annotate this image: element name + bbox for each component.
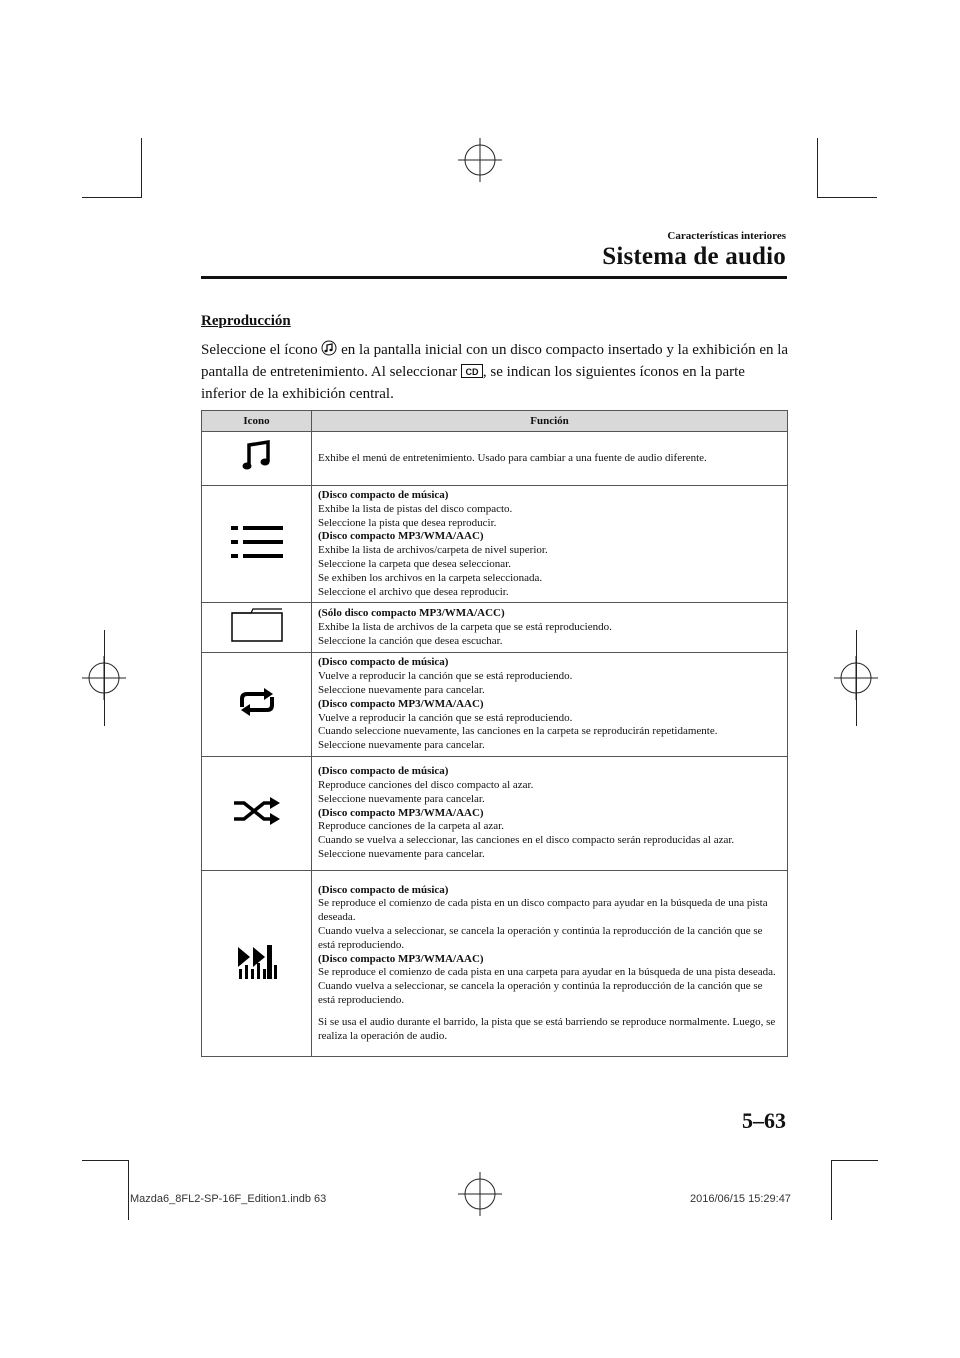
description-line: Vuelve a reproducir la canción que se está reproduciendo.: [318, 670, 573, 683]
media-type-label: (Disco compacto de música): [318, 656, 449, 669]
function-description: [312, 653, 788, 757]
cd-icon-label: CD: [465, 367, 479, 377]
media-type-label: (Disco compacto MP3/WMA/AAC): [318, 806, 484, 819]
table-row: [202, 486, 788, 603]
scan-icon: [202, 870, 312, 1056]
description-line: Cuando vuelva a seleccionar, se cancela la operación y continúa la reproducción de la canción que se está reproduciendo.: [318, 980, 763, 1006]
footer-timestamp: 2016/06/15 15:29:47: [690, 1193, 791, 1205]
function-description: [312, 486, 788, 603]
description-line: Reproduce canciones de la carpeta al azar.: [318, 820, 504, 833]
list-icon: [202, 486, 312, 603]
crop-mark: [817, 138, 818, 198]
description-line: Cuando seleccione nuevamente, las canciones en la carpeta se reproducirán repetidamente.: [318, 725, 718, 738]
description-line: Reproduce canciones del disco compacto al azar.: [318, 778, 534, 791]
table-row: [202, 432, 788, 486]
registration-mark-icon: [458, 138, 502, 182]
function-table: [201, 410, 788, 1057]
media-type-label: (Disco compacto de música): [318, 489, 449, 501]
description-line: Exhibe el menú de entretenimiento. Usado para cambiar a una fuente de audio diferente.: [318, 451, 707, 464]
crop-mark: [831, 1160, 832, 1220]
intro-text-1: Seleccione el ícono: [201, 342, 318, 358]
page-title: Sistema de audio: [602, 243, 786, 270]
crop-mark: [104, 630, 105, 726]
music-note-small-icon: [321, 340, 337, 362]
crop-mark: [817, 197, 877, 198]
media-type-label: (Sólo disco compacto MP3/WMA/ACC): [318, 607, 505, 620]
crop-mark: [856, 630, 857, 726]
description-line: Se reproduce el comienzo de cada pista en una carpeta para ayudar en la búsqueda de una pista deseada.: [318, 966, 776, 979]
section-heading: Reproducción: [201, 313, 291, 329]
function-description: [312, 870, 788, 1056]
media-type-label: (Disco compacto de música): [318, 883, 449, 896]
description-line: Vuelve a reproducir la canción que se está reproduciendo.: [318, 711, 573, 724]
description-line: Se reproduce el comienzo de cada pista en un disco compacto para ayudar en la búsqueda de una pista deseada.: [318, 897, 768, 924]
media-type-label: (Disco compacto MP3/WMA/AAC): [318, 697, 484, 710]
description-line: Exhibe la lista de archivos/carpeta de nivel superior.: [318, 544, 548, 557]
section-label: Características interiores: [667, 230, 786, 242]
folder-icon: [202, 603, 312, 653]
header-function: Función: [312, 411, 788, 432]
page-number: 5–63: [742, 1108, 786, 1133]
description-line: Seleccione nuevamente para cancelar.: [318, 683, 485, 696]
repeat-icon: [202, 653, 312, 757]
crop-mark: [141, 138, 142, 198]
description-line: Seleccione la pista que desea reproducir.: [318, 516, 497, 529]
description-line: Cuando se vuelva a seleccionar, las canciones en el disco compacto serán reproducidas al azar.: [318, 834, 735, 847]
description-line: Exhibe la lista de archivos de la carpeta que se está reproduciendo.: [318, 620, 612, 633]
description-line: Si se usa el audio durante el barrido, la pista que se está barriendo se reproduce normalmente. Luego, se realiza la operación de audio.: [318, 1015, 776, 1042]
table-row: [202, 756, 788, 870]
description-line: Seleccione nuevamente para cancelar.: [318, 792, 485, 805]
description-line: Seleccione la carpeta que desea seleccionar.: [318, 557, 511, 570]
media-type-label: (Disco compacto MP3/WMA/AAC): [318, 952, 484, 965]
description-line: Seleccione nuevamente para cancelar.: [318, 847, 485, 860]
header-icon: Icono: [202, 411, 312, 432]
intro-paragraph: [201, 340, 791, 404]
function-description: [312, 756, 788, 870]
description-line: Seleccione nuevamente para cancelar.: [318, 739, 485, 752]
header-divider: [201, 276, 787, 279]
crop-mark: [831, 1160, 878, 1161]
description-line: Seleccione la canción que desea escuchar.: [318, 634, 503, 647]
table-header-row: [202, 411, 788, 432]
table-row: [202, 653, 788, 757]
intro-text-3: , se indican los siguientes íconos en la parte inferior de la exhibición central.: [201, 364, 745, 402]
table-row: [202, 870, 788, 1056]
intro-text-2: en la pantalla inicial con un disco compacto insertado y la exhibición en la pantalla de entretenimiento. Al seleccionar: [201, 342, 789, 380]
cd-icon: [461, 364, 483, 384]
shuffle-icon: [202, 756, 312, 870]
function-description: [312, 603, 788, 653]
description-line: Cuando vuelva a seleccionar, se cancela la operación y continúa la reproducción de la canción que se está reproduciendo.: [318, 924, 763, 951]
registration-mark-icon: [458, 1172, 502, 1216]
description-line: Exhibe la lista de pistas del disco compacto.: [318, 502, 513, 515]
crop-mark: [128, 1160, 129, 1220]
music-note-icon: [202, 432, 312, 486]
media-type-label: (Disco compacto MP3/WMA/AAC): [318, 530, 484, 543]
description-line: Seleccione el archivo que desea reproducir.: [318, 585, 509, 598]
footer-file: Mazda6_8FL2-SP-16F_Edition1.indb 63: [130, 1193, 327, 1205]
media-type-label: (Disco compacto de música): [318, 765, 449, 778]
table-row: [202, 603, 788, 653]
crop-mark: [82, 1160, 129, 1161]
description-line: Se exhiben los archivos en la carpeta seleccionada.: [318, 571, 543, 584]
function-description: [312, 432, 788, 486]
crop-mark: [82, 197, 142, 198]
